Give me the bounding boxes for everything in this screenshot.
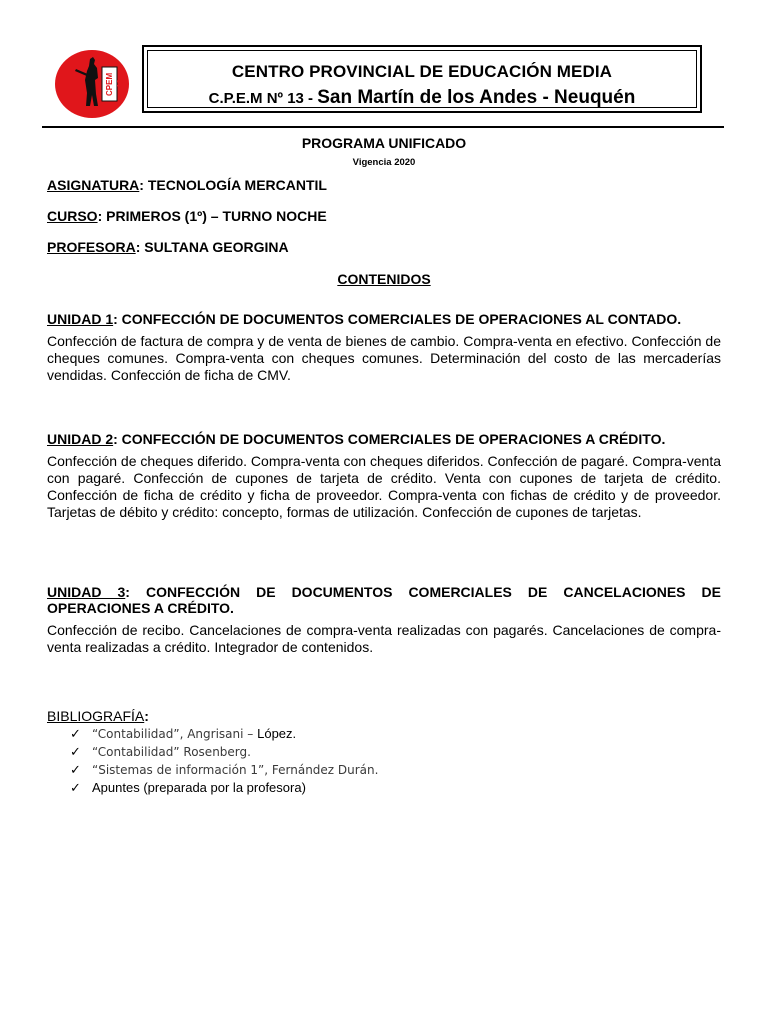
- unit-2: [47, 431, 721, 521]
- subject-label: ASIGNATURA: [47, 177, 140, 193]
- contents-heading: CONTENIDOS: [337, 271, 431, 287]
- unit-1: [47, 311, 721, 384]
- header-divider: [42, 126, 724, 128]
- program-validity: Vigencia 2020: [352, 157, 416, 168]
- institution-name: CENTRO PROVINCIAL DE EDUCACIÓN MEDIA: [231, 62, 613, 81]
- unit-heading: : CONFECCIÓN DE DOCUMENTOS COMERCIALES DE CANCELACIONES DE OPERACIONES A CRÉDITO.: [47, 584, 721, 616]
- unit-3: [47, 584, 721, 656]
- checkmark-icon: ✓: [70, 780, 81, 795]
- bibliography-entry: “Contabilidad” Rosenberg.: [92, 745, 251, 759]
- bibliography-colon: :: [144, 708, 149, 724]
- unit-title: [47, 431, 721, 447]
- teacher-label: PROFESORA: [47, 239, 136, 255]
- teacher-value: : SULTANA GEORGINA: [135, 239, 289, 255]
- program-title: PROGRAMA UNIFICADO: [301, 135, 467, 151]
- unit-label: UNIDAD 1: [47, 311, 114, 327]
- unit-title: [47, 584, 721, 616]
- logo-text: CPEM 13: [105, 72, 125, 96]
- course-value: : PRIMEROS (1º) – TURNO NOCHE: [97, 208, 327, 224]
- subject-value: : TECNOLOGÍA MERCANTIL: [139, 177, 327, 193]
- bibliography-entry: “Sistemas de información 1”, Fernández Durán.: [92, 763, 379, 777]
- unit-description: Confección de cheques diferido. Compra-venta con cheques diferidos. Confección de pagaré. Compra-venta con pagaré. Confección de cupones de tarjeta de crédito. Venta con cupones de tarjeta de crédito. Confección de ficha de crédito y ficha de proveedor. Compra-venta con fichas de crédito y de proveedor. Tarjetas de débito y crédito: concepto, formas de utilización. Confección de cupones de tarjetas.: [47, 453, 721, 520]
- unit-description: Confección de factura de compra y de venta de bienes de cambio. Compra-venta en efectivo. Confección de cheques comunes. Compra-venta con cheques comunes. Determinación del costo de las mercaderías vendidas. Confección de ficha de CMV.: [47, 333, 721, 383]
- bibliography-heading: [47, 708, 149, 724]
- unit-heading: : CONFECCIÓN DE DOCUMENTOS COMERCIALES DE OPERACIONES A CRÉDITO.: [113, 431, 666, 447]
- bibliography-entry: “Contabilidad”, Angrisani – López.: [92, 726, 297, 741]
- bibliography-entry: Apuntes (preparada por la profesora): [92, 780, 306, 795]
- school-code: C.P.E.M Nº 13 -: [208, 90, 318, 107]
- bibliography-label: BIBLIOGRAFÍA: [47, 708, 145, 724]
- school-place: San Martín de los Andes - Neuquén: [317, 87, 636, 108]
- checkmark-icon: ✓: [70, 762, 81, 777]
- unit-title: [47, 311, 721, 327]
- course-line: [47, 208, 327, 224]
- school-logo: [54, 49, 130, 119]
- subject-line: [47, 177, 327, 193]
- institution-location: [144, 87, 700, 109]
- unit-description: Confección de recibo. Cancelaciones de compra-venta realizadas con pagarés. Cancelaciones de compra-venta realizadas a crédito. Integrador de contenidos.: [47, 622, 721, 655]
- teacher-line: [47, 239, 289, 255]
- course-label: CURSO: [47, 208, 98, 224]
- unit-heading: : CONFECCIÓN DE DOCUMENTOS COMERCIALES DE OPERACIONES AL CONTADO.: [113, 311, 682, 327]
- unit-label: UNIDAD 2: [47, 431, 114, 447]
- unit-label: UNIDAD 3: [47, 584, 126, 600]
- checkmark-icon: ✓: [70, 744, 81, 759]
- header-box: [142, 45, 702, 113]
- checkmark-icon: ✓: [70, 726, 81, 741]
